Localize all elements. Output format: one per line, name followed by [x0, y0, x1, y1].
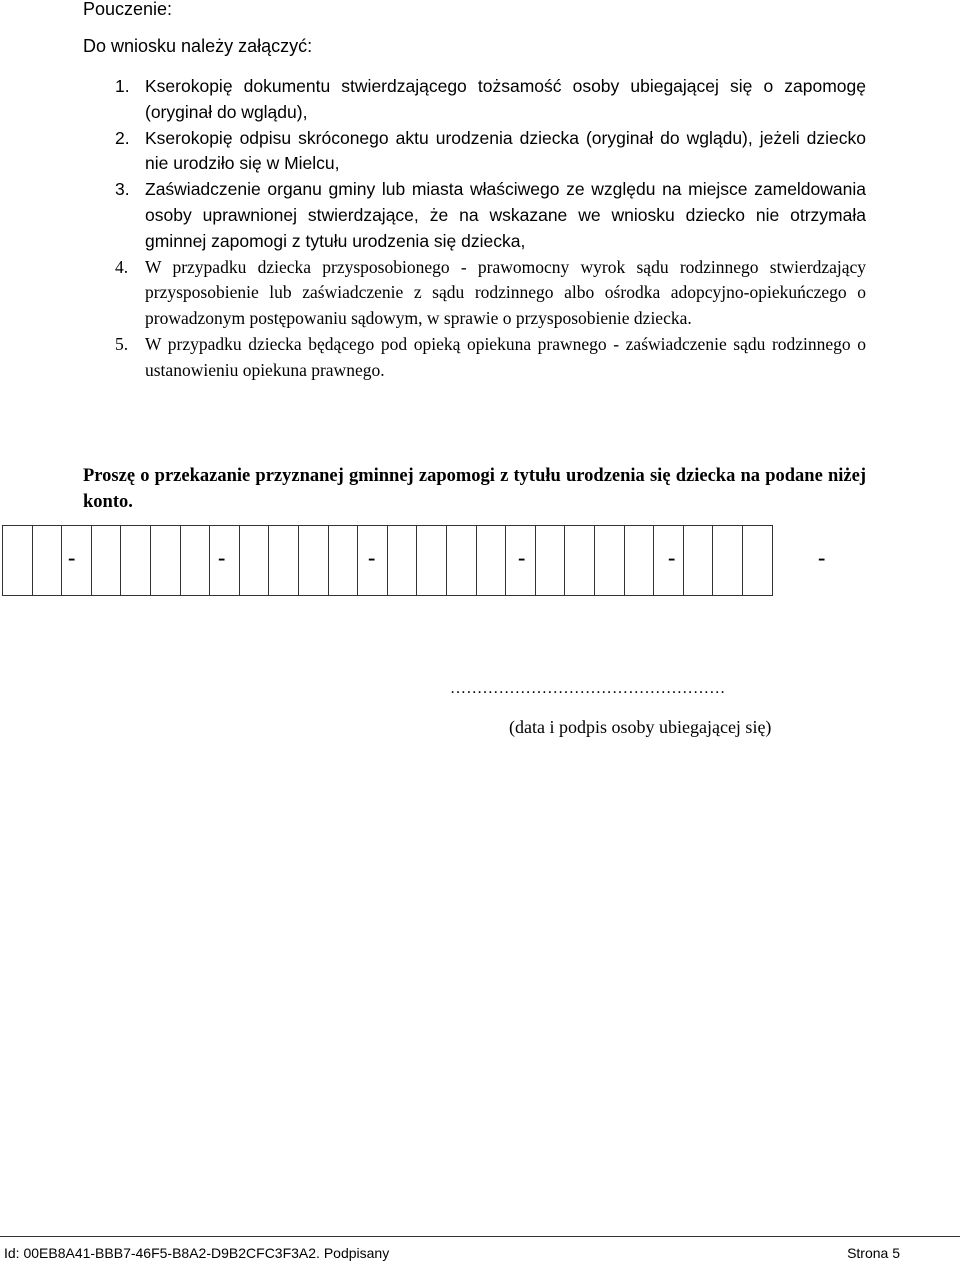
account-digit-box[interactable] [239, 525, 270, 596]
intro-text: Do wniosku należy załączyć: [83, 36, 313, 56]
list-item-text: Kserokopię dokumentu stwierdzającego tożsamość osoby ubiegającej się o zapomogę (oryginał do wglądu), [145, 76, 866, 122]
list-item [83, 177, 866, 254]
list-item-number: 1. [115, 76, 130, 96]
account-digit-box[interactable] [446, 525, 477, 596]
list-item-text: Zaświadczenie organu gminy lub miasta właściwego ze względu na miejsce zameldowania osoby uprawnionej stwierdzające, że na wskazane we wniosku dziecko nie otrzymała gminnej zapomogi z tytułu urodzenia się dziecka, [145, 179, 866, 251]
account-digit-box[interactable] [32, 525, 63, 596]
account-digit-box[interactable] [594, 525, 625, 596]
list-item [83, 126, 866, 178]
account-separator: - [218, 545, 226, 570]
account-digit-box[interactable] [742, 525, 773, 596]
account-separator: - [368, 545, 376, 570]
account-digit-box[interactable] [91, 525, 122, 596]
account-digit-box[interactable] [120, 525, 151, 596]
account-digit-box[interactable] [61, 525, 92, 596]
list-item-number: 5. [115, 333, 129, 354]
list-item [83, 332, 866, 384]
signature-line: …………………………………………… [450, 680, 726, 697]
request-text: Proszę o przekazanie przyznanej gminnej zapomogi z tytułu urodzenia się dziecka na podane niżej konto. [83, 466, 866, 512]
heading: Pouczenie: [83, 0, 173, 19]
account-digit-box[interactable] [298, 525, 329, 596]
account-digit-box[interactable] [564, 525, 595, 596]
list-item-text: Kserokopię odpisu skróconego aktu urodzenia dziecka (oryginał do wglądu), jeżeli dziecko nie urodziło się w Mielcu, [145, 127, 866, 174]
account-separator: - [668, 545, 676, 570]
account-separator: - [68, 545, 76, 570]
account-digit-box[interactable] [268, 525, 299, 596]
account-number-grid[interactable] [0, 525, 960, 598]
account-digit-box[interactable] [328, 525, 359, 596]
list-item [83, 74, 866, 126]
account-digit-box[interactable] [476, 525, 507, 596]
signature-caption: (data i podpis osoby ubiegającej się) [509, 717, 772, 737]
list-item-text: W przypadku dziecka przysposobionego - prawomocny wyrok sądu rodzinnego stwierdzający przysposobienie lub zaświadczenie z sądu rodzinnego albo ośrodka adopcyjno-opiekuńczego o prowadzonym postępowaniu sądowym, w sprawie o przysposobienie dziecka. [145, 256, 866, 329]
list-item-number: 3. [115, 179, 130, 200]
account-digit-box[interactable] [387, 525, 418, 596]
footer-document-id: Id: 00EB8A41-BBB7-46F5-B8A2-D9B2CFC3F3A2. Podpisany [4, 1245, 390, 1261]
account-digit-box[interactable] [535, 525, 566, 596]
list-item [83, 255, 866, 332]
list-item-number: 2. [115, 127, 130, 148]
account-separator: - [518, 545, 526, 570]
account-digit-box[interactable] [2, 525, 33, 596]
attachments-list [83, 74, 866, 384]
footer-page-number: Strona 5 [847, 1245, 900, 1261]
account-digit-box[interactable] [150, 525, 181, 596]
account-digit-box[interactable] [416, 525, 447, 596]
account-digit-box[interactable] [180, 525, 211, 596]
account-digit-box[interactable] [624, 525, 655, 596]
account-digit-box[interactable] [683, 525, 714, 596]
footer-divider [0, 1236, 960, 1237]
list-item-text: W przypadku dziecka będącego pod opieką opiekuna prawnego - zaświadczenie sądu rodzinnego o ustanowieniu opiekuna prawnego. [145, 333, 866, 380]
list-item-number: 4. [115, 256, 129, 277]
account-digit-box[interactable] [712, 525, 743, 596]
account-separator: - [818, 545, 826, 570]
